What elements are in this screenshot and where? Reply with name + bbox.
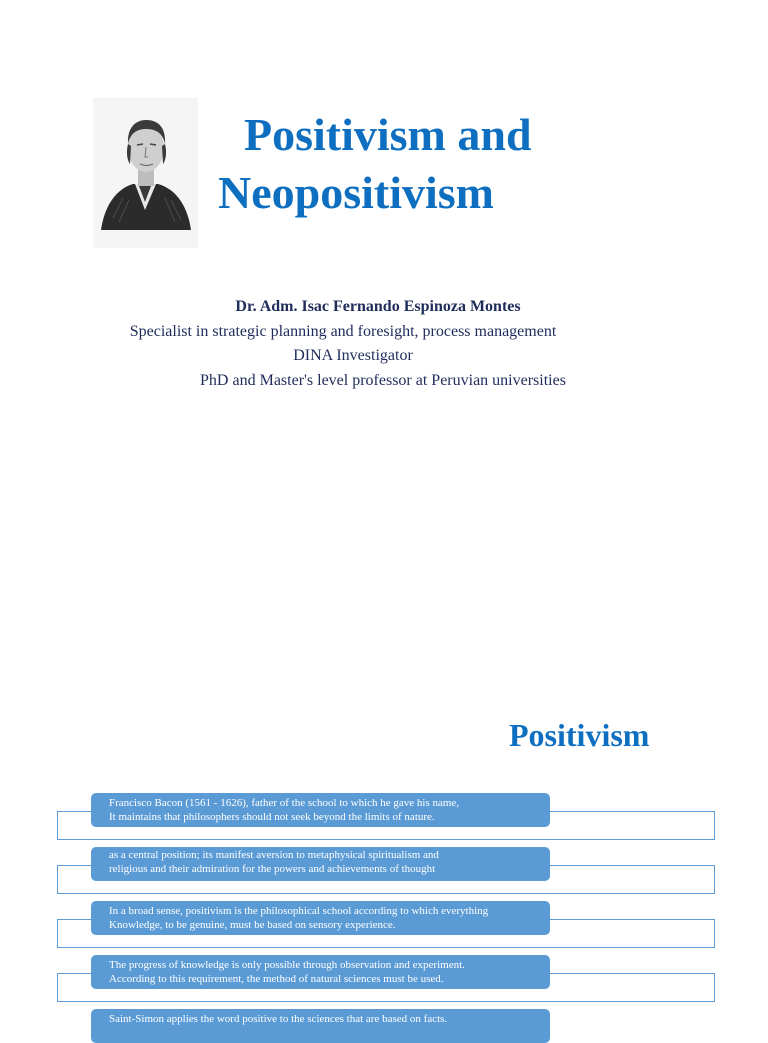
list-item-text-line1: In a broad sense, positivism is the philosophical school according to which everything (109, 905, 489, 917)
list-item-text-line1: Francisco Bacon (1561 - 1626), father of the school to which he gave his name, (109, 797, 460, 809)
list-item (91, 955, 550, 989)
list-item-text-line2: religious and their admiration for the powers and achievements of thought (109, 863, 436, 875)
list-item (91, 1009, 550, 1043)
list-item-text-line1: Saint-Simon applies the word positive to the sciences that are based on facts. (109, 1013, 448, 1025)
author-role-investigator: DINA Investigator (293, 347, 413, 364)
list-item (91, 901, 550, 935)
portrait-image (93, 98, 198, 248)
list-item-text-line2: It maintains that philosophers should not seek beyond the limits of nature. (109, 811, 435, 823)
title-line-1: Positivism and (244, 109, 532, 160)
author-role-specialist: Specialist in strategic planning and foresight, process management (129, 323, 557, 340)
author-name: Dr. Adm. Isac Fernando Espinoza Montes (235, 298, 521, 315)
author-role-professor: PhD and Master's level professor at Peruvian universities (200, 372, 566, 389)
list-item-text-line1: The progress of knowledge is only possible through observation and experiment. (109, 959, 465, 971)
title-line-2: Neopositivism (218, 167, 494, 218)
list-item (91, 793, 550, 827)
list-item-text-line2: Knowledge, to be genuine, must be based on sensory experience. (109, 919, 396, 931)
list-item (91, 847, 550, 881)
list-item-text-line2: According to this requirement, the method of natural sciences must be used. (109, 973, 444, 985)
list-item-text-line1: as a central position; its manifest aversion to metaphysical spiritualism and (109, 849, 439, 861)
section-title: Positivism (509, 717, 650, 753)
